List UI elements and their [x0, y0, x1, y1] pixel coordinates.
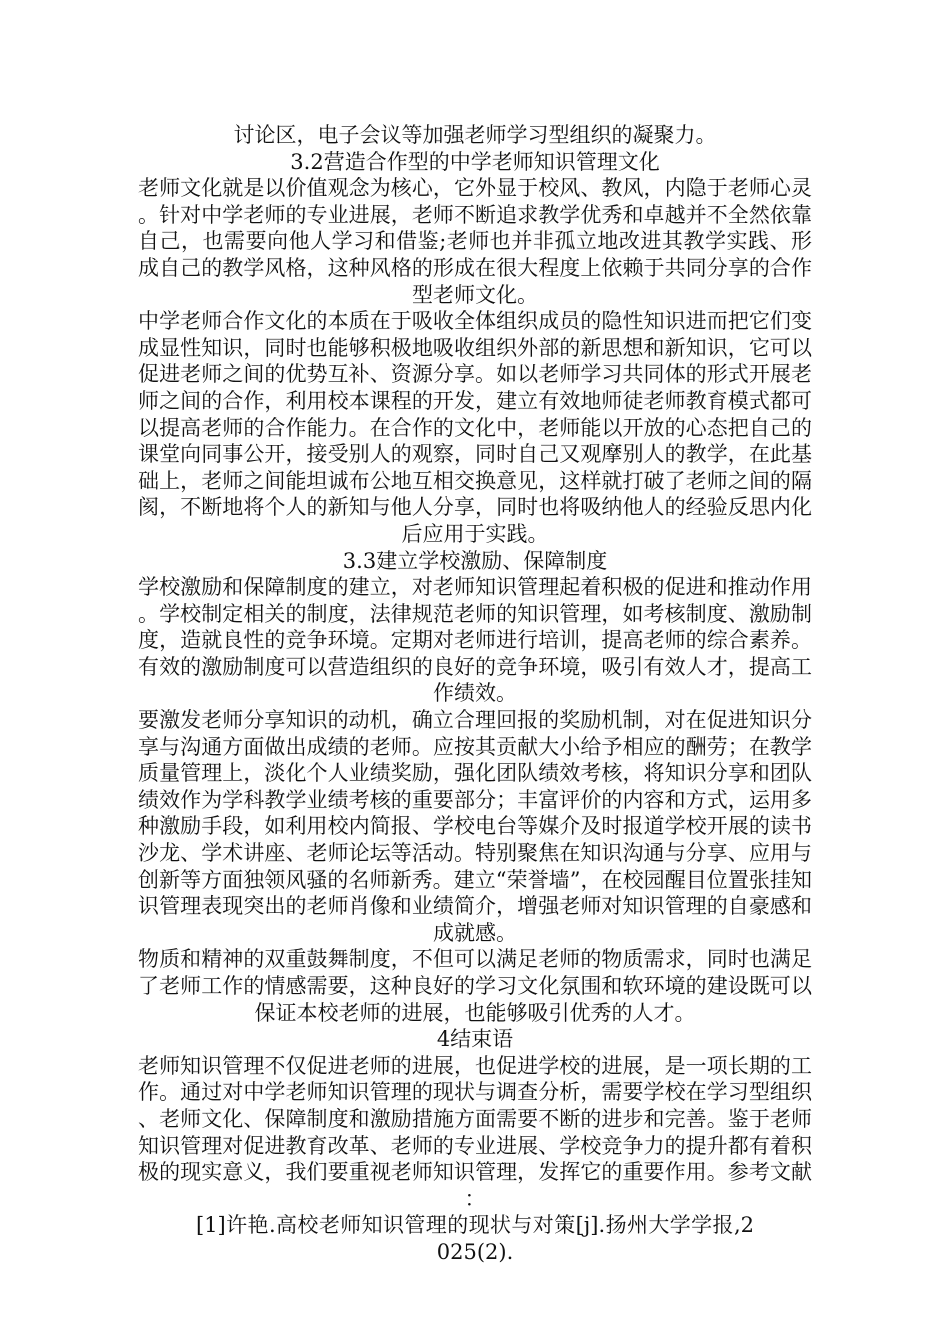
paragraph-conclusion: 老师知识管理不仅促进老师的进展，也促进学校的进展，是一项长期的工作。通过对中学老师知识管理的现状与调查分析，需要学校在学习型组织、老师文化、保障制度和激励措施方面需要不断的进步和完善。鉴于老师知识管理对促进教育改革、老师的专业进展、学校竞争力的提升都有着积极的现实意义，我们要重视老师知识管理，发挥它的重要作用。参考文献： [138, 1053, 812, 1211]
paragraph-dual-encouragement: 物质和精神的双重鼓舞制度，不但可以满足老师的物质需求，同时也满足了老师工作的情感需要，这种良好的学习文化氛围和软环境的建设既可以保证本校老师的进展，也能够吸引优秀的人才。 [138, 947, 812, 1025]
heading-4-conclusion: 4结束语 [436, 1027, 514, 1052]
heading-3-3: 3.3建立学校激励、保障制度 [342, 548, 608, 573]
paragraph-teacher-culture: 老师文化就是以价值观念为核心，它外显于校风、教风，内隐于老师心灵。针对中学老师的专业进展，老师不断追求教学优秀和卓越并不全然依靠自己，也需要向他人学习和借鉴;老师也并非孤立地改进其教学实践、形成自己的教学风格，这种风格的形成在很大程度上依赖于共同分享的合作型老师文化。 [138, 176, 812, 307]
reference-1: [1]许艳.高校老师知识管理的现状与对策[j].扬州大学学报,2025(2). [196, 1213, 754, 1264]
paragraph-knowledge-sharing: 要激发老师分享知识的动机，确立合理回报的奖励机制，对在促进知识分享与沟通方面做出成绩的老师。应按其贡献大小给予相应的酬劳；在教学质量管理上，淡化个人业绩奖励，强化团队绩效考核，将知识分享和团队绩效作为学科教学业绩考核的重要部分；丰富评价的内容和方式，运用多种激励手段，如利用校内简报、学校电台等媒介及时报道学校开展的读书沙龙、学术讲座、老师论坛等活动。特别聚焦在知识沟通与分享、应用与创新等方面独领风骚的名师新秀。建立“荣誉墙”，在校园醒目位置张挂知识管理表现突出的老师肖像和业绩简介，增强老师对知识管理的自豪感和成就感。 [138, 708, 812, 945]
heading-3-2: 3.2营造合作型的中学老师知识管理文化 [290, 149, 660, 174]
paragraph-cooperation-culture: 中学老师合作文化的本质在于吸收全体组织成员的隐性知识进而把它们变成显性知识，同时也能够积极地吸收组织外部的新思想和新知识，它可以促进老师之间的优势互补、资源分享。如以老师学习共同体的形式开展老师之间的合作，利用校本课程的开发，建立有效地师徒老师教育模式都可以提高老师的合作能力。在合作的文化中，老师能以开放的心态把自己的课堂向同事公开，接受别人的观察，同时自己又观摩别人的教学，在此基础上，老师之间能坦诚布公地互相交换意见，这样就打破了老师之间的隔阂，不断地将个人的新知与他人分享，同时也将吸纳他人的经验反思内化后应用于实践。 [138, 309, 812, 546]
paragraph-discussion: 讨论区，电子会议等加强老师学习型组织的凝聚力。 [233, 123, 717, 147]
paragraph-incentive-system: 学校激励和保障制度的建立，对老师知识管理起着积极的促进和推动作用。学校制定相关的制度，法律规范老师的知识管理，如考核制度、激励制度，造就良性的竞争环境。定期对老师进行培训，提高老师的综合素养。有效的激励制度可以营造组织的良好的竞争环境，吸引有效人才，提高工作绩效。 [138, 575, 812, 706]
document-body [138, 122, 812, 1266]
